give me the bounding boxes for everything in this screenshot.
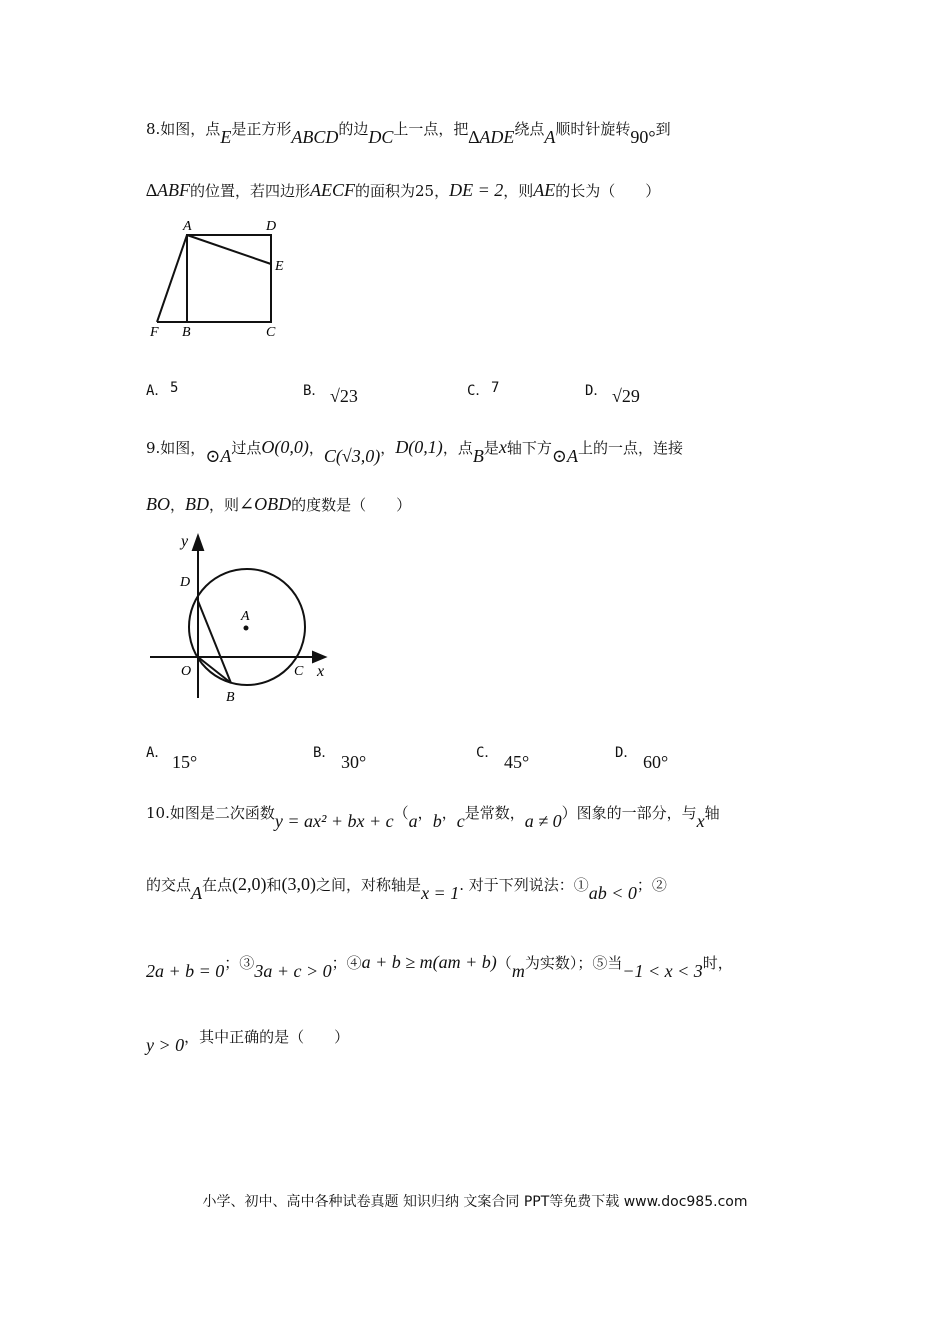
text: 的边 (338, 120, 369, 138)
text: 的交点 (146, 876, 192, 894)
math-point-2-0: (2,0) (232, 874, 267, 894)
fig9-label-C: C (294, 664, 304, 679)
math-AECF: AECF (310, 180, 356, 200)
fig9-label-D: D (180, 575, 191, 590)
q8-line-1 (146, 118, 671, 147)
text: ，点 (442, 439, 473, 457)
text: ；③ (224, 954, 255, 972)
fig8-label-C: C (266, 325, 276, 340)
q8-option-b-letter[interactable]: B． (303, 383, 326, 399)
math-BO: BO (146, 494, 170, 514)
math-circle-A: ⊙A (205, 446, 232, 466)
fig8-label-F: F (150, 325, 159, 340)
q10-line-2 (146, 874, 667, 903)
text: 的面积为25， (355, 182, 450, 200)
math-angle-OBD: ∠OBD (239, 494, 292, 514)
q9-line-1 (146, 437, 683, 466)
q9-option-d-letter[interactable]: D． (615, 745, 638, 761)
fig9-label-y: y (181, 533, 189, 550)
text: 的位置，若四边形 (190, 182, 311, 200)
fig8-label-D: D (266, 219, 277, 234)
text: 之间，对称轴是 (316, 876, 422, 894)
math-m: m (511, 961, 525, 981)
math-circle-A-2: ⊙A (551, 446, 578, 466)
text: 和 (266, 876, 282, 894)
q10-number: 10.如图是二次函数 (146, 804, 275, 822)
text: 到 (655, 120, 671, 138)
fig9-label-O: O (181, 664, 192, 679)
math-statement-4: a + b ≥ m(am + b) (361, 952, 497, 972)
math-a: a (408, 811, 418, 831)
text: ，其中正确的是（ ） (184, 1028, 350, 1046)
text: 是 (483, 439, 499, 457)
q9-line-2 (146, 494, 411, 515)
q9-number: 9.如图， (146, 439, 206, 457)
text: ；② (636, 876, 667, 894)
q8-option-d-letter[interactable]: D． (585, 383, 608, 399)
text: ， (417, 804, 433, 822)
q9-option-a-letter[interactable]: A． (146, 745, 169, 761)
math-axis-x-1: x = 1 (421, 883, 460, 903)
text: ；④ (331, 954, 362, 972)
text: ， (170, 496, 186, 514)
fig9-label-x: x (317, 663, 325, 680)
fig8-label-E: E (275, 259, 284, 274)
text: 是正方形 (231, 120, 292, 138)
text: 的度数是（ ） (291, 496, 412, 514)
math-A: A (191, 883, 203, 903)
q9-option-b-letter[interactable]: B． (313, 745, 336, 761)
q10-line-4 (146, 1026, 350, 1055)
q9-option-c-value: 45° (504, 752, 530, 772)
q8-number: 8.如图，点 (146, 120, 221, 138)
math-point-3-0: (3,0) (281, 874, 317, 894)
fig8-label-B: B (182, 325, 191, 340)
text: 的长为（ ） (555, 182, 661, 200)
text: 时， (702, 954, 733, 972)
math-x: x (498, 437, 507, 457)
q10-line-3 (146, 952, 733, 981)
text: 为实数）；⑤当 (524, 954, 623, 972)
math-a-not-zero: a ≠ 0 (524, 811, 562, 831)
text: ，则 (503, 182, 534, 200)
text: （ (496, 954, 512, 972)
math-A: A (544, 127, 556, 147)
math-BD: BD (185, 494, 210, 514)
q8-figure (140, 210, 300, 340)
math-statement-5: −1 < x < 3 (622, 961, 703, 981)
text: 轴 (704, 804, 720, 822)
text: ， (380, 439, 396, 457)
text: 顺时针旋转 (555, 120, 631, 138)
q8-line-2 (146, 180, 660, 201)
page-footer: 小学、初中、高中各种试卷真题 知识归纳 文案合同 PPT等免费下载 www.doc985.com (202, 1194, 748, 1210)
text: （ (393, 804, 409, 822)
q9-option-b-value: 30° (341, 752, 367, 772)
math-y-positive: y > 0 (146, 1035, 185, 1055)
math-statement-1: ab < 0 (588, 883, 637, 903)
math-90-degrees: 90° (630, 127, 656, 147)
text: ）图象的一部分，与 (561, 804, 697, 822)
text: 绕点 (514, 120, 545, 138)
math-B: B (472, 446, 484, 466)
math-triangle-ABF: ∆ABF (146, 180, 190, 200)
math-point-C: C(√3,0) (323, 446, 381, 466)
math-b: b (432, 811, 442, 831)
text: . 对于下列说法：① (459, 876, 589, 894)
math-quadratic-function: y = ax² + bx + c (274, 811, 394, 831)
text: 轴下方 (506, 439, 552, 457)
text: 上一点，把 (393, 120, 469, 138)
text: 是常数， (464, 804, 525, 822)
math-point-O: O(0,0) (261, 437, 309, 457)
q9-figure (145, 528, 345, 708)
q8-option-b-value: √23 (330, 386, 358, 406)
q8-option-a-value: 5 (170, 380, 179, 396)
text: 上的一点，连接 (577, 439, 683, 457)
q8-option-c-letter[interactable]: C． (467, 383, 490, 399)
math-DC: DC (368, 127, 394, 147)
fig9-label-B: B (226, 690, 235, 705)
q10-line-1 (146, 802, 720, 831)
q9-option-c-letter[interactable]: C． (476, 745, 499, 761)
math-c: c (456, 811, 465, 831)
text: 在点 (202, 876, 233, 894)
math-AE: AE (533, 180, 556, 200)
math-statement-2: 2a + b = 0 (146, 961, 225, 981)
math-ABCD: ABCD (291, 127, 339, 147)
math-point-D: D(0,1) (395, 437, 443, 457)
text: ， (308, 439, 324, 457)
math-statement-3: 3a + c > 0 (254, 961, 332, 981)
q8-option-d-value: √29 (612, 386, 640, 406)
math-DE-equals-2: DE = 2 (449, 180, 504, 200)
fig9-label-A: A (241, 609, 250, 624)
fig8-label-A: A (183, 219, 192, 234)
math-x: x (696, 811, 705, 831)
math-E: E (220, 127, 232, 147)
text: ， (441, 804, 457, 822)
q8-option-c-value: 7 (491, 380, 500, 396)
q9-option-d-value: 60° (643, 752, 669, 772)
q8-option-a-letter[interactable]: A． (146, 383, 169, 399)
math-triangle-ADE: ∆ADE (468, 127, 515, 147)
text: 过点 (231, 439, 262, 457)
q9-option-a-value: 15° (172, 752, 198, 772)
text: ，则 (209, 496, 240, 514)
